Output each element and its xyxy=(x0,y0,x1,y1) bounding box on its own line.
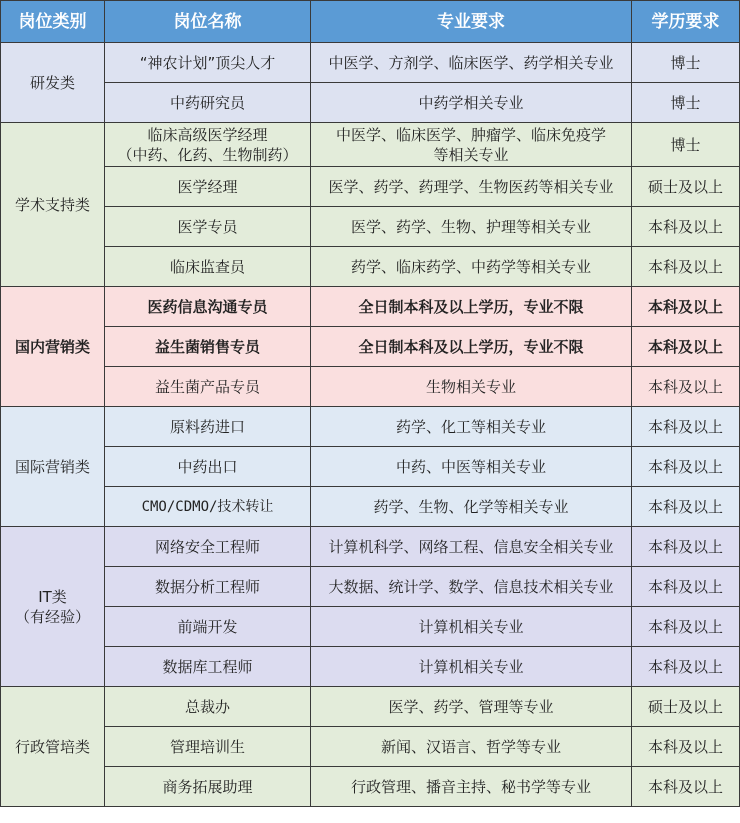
degree-cell: 本科及以上 xyxy=(632,767,740,807)
table-row xyxy=(1,567,740,607)
major-cell: 药学、化工等相关专业 xyxy=(311,407,632,447)
position-cell: 益生菌销售专员 xyxy=(105,327,311,367)
position-cell: 医学专员 xyxy=(105,207,311,247)
table-header-row xyxy=(1,1,740,43)
major-cell: 中医学、方剂学、临床医学、药学相关专业 xyxy=(311,43,632,83)
major-cell: 全日制本科及以上学历，专业不限 xyxy=(311,287,632,327)
degree-cell: 本科及以上 xyxy=(632,567,740,607)
degree-cell: 本科及以上 xyxy=(632,647,740,687)
major-cell: 计算机科学、网络工程、信息安全相关专业 xyxy=(311,527,632,567)
position-line: 临床高级医学经理 xyxy=(147,125,268,144)
table-row xyxy=(1,167,740,207)
category-cell: 学术支持类 xyxy=(1,123,105,287)
major-cell: 行政管理、播音主持、秘书学等专业 xyxy=(311,767,632,807)
category-cell: 研发类 xyxy=(1,43,105,123)
table-row xyxy=(1,123,740,167)
degree-cell: 本科及以上 xyxy=(632,607,740,647)
major-cell xyxy=(311,123,632,167)
category-cell: 行政管培类 xyxy=(1,687,105,807)
position-cell xyxy=(105,123,311,167)
major-cell: 药学、临床药学、中药学等相关专业 xyxy=(311,247,632,287)
major-cell: 全日制本科及以上学历，专业不限 xyxy=(311,327,632,367)
major-cell: 医学、药学、管理等专业 xyxy=(311,687,632,727)
position-cell: 中药出口 xyxy=(105,447,311,487)
major-cell: 计算机相关专业 xyxy=(311,647,632,687)
table-row xyxy=(1,447,740,487)
table-row xyxy=(1,287,740,327)
degree-cell: 博士 xyxy=(632,123,740,167)
major-cell: 医学、药学、药理学、生物医药等相关专业 xyxy=(311,167,632,207)
position-cell: “神农计划”顶尖人才 xyxy=(105,43,311,83)
table-row xyxy=(1,767,740,807)
header-degree: 学历要求 xyxy=(632,1,740,43)
major-cell: 中药学相关专业 xyxy=(311,83,632,123)
table-row xyxy=(1,367,740,407)
position-cell: 管理培训生 xyxy=(105,727,311,767)
category-cell: 国际营销类 xyxy=(1,407,105,527)
major-cell: 药学、生物、化学等相关专业 xyxy=(311,487,632,527)
table-row xyxy=(1,727,740,767)
table-row xyxy=(1,687,740,727)
header-major: 专业要求 xyxy=(311,1,632,43)
header-category: 岗位类别 xyxy=(1,1,105,43)
header-position: 岗位名称 xyxy=(105,1,311,43)
position-cell: 临床监查员 xyxy=(105,247,311,287)
category-line: （有经验） xyxy=(14,607,90,626)
table-row xyxy=(1,647,740,687)
category-line: IT类 xyxy=(38,587,67,606)
major-cell: 计算机相关专业 xyxy=(311,607,632,647)
category-cell: 国内营销类 xyxy=(1,287,105,407)
position-cell: 前端开发 xyxy=(105,607,311,647)
major-cell: 大数据、统计学、数学、信息技术相关专业 xyxy=(311,567,632,607)
table-row xyxy=(1,247,740,287)
table-row xyxy=(1,407,740,447)
position-cell: 益生菌产品专员 xyxy=(105,367,311,407)
degree-cell: 硕士及以上 xyxy=(632,167,740,207)
position-line: （中药、化药、生物制药） xyxy=(117,145,298,164)
degree-cell: 博士 xyxy=(632,83,740,123)
degree-cell: 硕士及以上 xyxy=(632,687,740,727)
position-cell: 医药信息沟通专员 xyxy=(105,287,311,327)
major-line: 等相关专业 xyxy=(433,145,509,164)
degree-cell: 本科及以上 xyxy=(632,447,740,487)
degree-cell: 本科及以上 xyxy=(632,367,740,407)
degree-cell: 本科及以上 xyxy=(632,487,740,527)
position-cell: CMO/CDMO/技术转让 xyxy=(105,487,311,527)
degree-cell: 本科及以上 xyxy=(632,287,740,327)
major-line: 中医学、临床医学、肿瘤学、临床免疫学 xyxy=(335,125,606,144)
category-cell xyxy=(1,527,105,687)
table-row xyxy=(1,83,740,123)
major-cell: 中药、中医等相关专业 xyxy=(311,447,632,487)
degree-cell: 本科及以上 xyxy=(632,207,740,247)
position-cell: 医学经理 xyxy=(105,167,311,207)
table-row xyxy=(1,527,740,567)
degree-cell: 本科及以上 xyxy=(632,407,740,447)
position-cell: 中药研究员 xyxy=(105,83,311,123)
position-cell: 网络安全工程师 xyxy=(105,527,311,567)
position-cell: 原料药进口 xyxy=(105,407,311,447)
degree-cell: 本科及以上 xyxy=(632,527,740,567)
position-cell: 总裁办 xyxy=(105,687,311,727)
table-row xyxy=(1,327,740,367)
degree-cell: 博士 xyxy=(632,43,740,83)
table-row xyxy=(1,43,740,83)
major-cell: 生物相关专业 xyxy=(311,367,632,407)
major-cell: 新闻、汉语言、哲学等专业 xyxy=(311,727,632,767)
degree-cell: 本科及以上 xyxy=(632,327,740,367)
position-cell: 数据分析工程师 xyxy=(105,567,311,607)
table-row xyxy=(1,207,740,247)
major-cell: 医学、药学、生物、护理等相关专业 xyxy=(311,207,632,247)
table-row xyxy=(1,607,740,647)
degree-cell: 本科及以上 xyxy=(632,727,740,767)
position-cell: 商务拓展助理 xyxy=(105,767,311,807)
table-row xyxy=(1,487,740,527)
position-cell: 数据库工程师 xyxy=(105,647,311,687)
degree-cell: 本科及以上 xyxy=(632,247,740,287)
